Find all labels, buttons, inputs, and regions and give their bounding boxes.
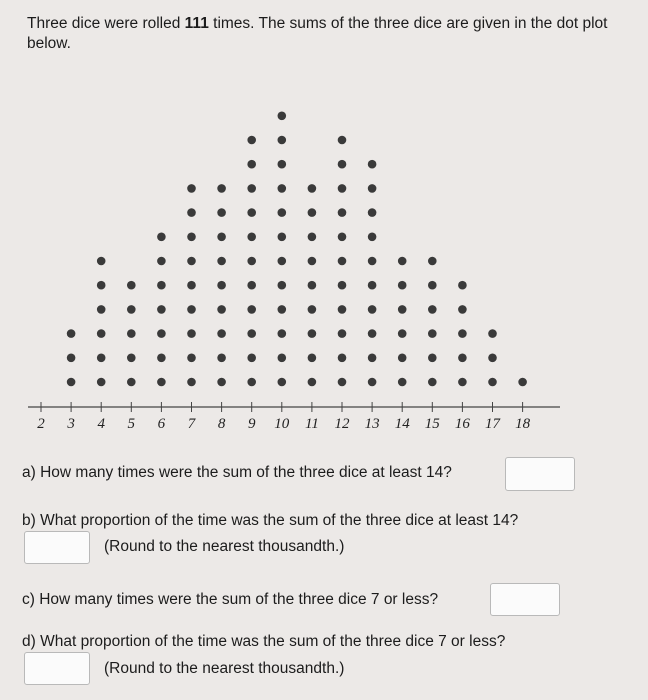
data-dot bbox=[308, 378, 317, 387]
data-dot bbox=[428, 305, 437, 314]
problem-statement bbox=[27, 14, 617, 54]
data-dot bbox=[247, 184, 256, 193]
x-tick-label: 4 bbox=[97, 416, 105, 432]
question-b-hint: (Round to the nearest thousandth.) bbox=[104, 538, 345, 555]
data-dot bbox=[368, 354, 377, 363]
data-dot bbox=[488, 329, 497, 338]
data-dot bbox=[247, 305, 256, 314]
data-dot bbox=[428, 329, 437, 338]
data-dot bbox=[217, 281, 226, 290]
data-dot bbox=[187, 281, 196, 290]
data-dot bbox=[217, 378, 226, 387]
x-tick-label: 14 bbox=[394, 416, 410, 432]
data-dot bbox=[398, 257, 407, 266]
data-dot bbox=[368, 257, 377, 266]
data-dot bbox=[247, 378, 256, 387]
data-dot bbox=[458, 354, 467, 363]
data-dot bbox=[338, 208, 347, 217]
data-dot bbox=[278, 329, 287, 338]
data-dot bbox=[398, 305, 407, 314]
data-dot bbox=[127, 281, 136, 290]
intro-text-1: Three dice were rolled bbox=[27, 15, 185, 32]
data-dot bbox=[217, 184, 226, 193]
question-c: c) How many times were the sum of the three dice 7 or less? bbox=[22, 591, 439, 608]
data-dot bbox=[338, 305, 347, 314]
data-dot bbox=[187, 329, 196, 338]
data-dot bbox=[428, 281, 437, 290]
roll-count: 111 bbox=[184, 15, 209, 32]
data-dot bbox=[278, 160, 287, 169]
data-dot bbox=[308, 184, 317, 193]
data-dot bbox=[217, 354, 226, 363]
data-dot bbox=[247, 136, 256, 145]
data-dot bbox=[157, 378, 166, 387]
data-dot bbox=[368, 281, 377, 290]
data-dot bbox=[458, 281, 467, 290]
data-dot bbox=[518, 378, 527, 387]
data-dot bbox=[67, 354, 76, 363]
data-dot bbox=[247, 281, 256, 290]
data-dot bbox=[308, 257, 317, 266]
answer-a-input[interactable] bbox=[505, 457, 575, 491]
data-dot bbox=[127, 305, 136, 314]
data-dot bbox=[338, 329, 347, 338]
data-dot bbox=[97, 378, 106, 387]
data-dot bbox=[308, 233, 317, 242]
data-dot bbox=[278, 208, 287, 217]
data-dot bbox=[278, 257, 287, 266]
data-dot bbox=[187, 233, 196, 242]
data-dot bbox=[398, 329, 407, 338]
question-d: d) What proportion of the time was the sum of the three dice 7 or less? bbox=[22, 633, 506, 650]
data-dot bbox=[308, 329, 317, 338]
data-dot bbox=[428, 257, 437, 266]
x-tick-label: 13 bbox=[364, 416, 380, 432]
data-dot bbox=[217, 257, 226, 266]
data-dot bbox=[308, 208, 317, 217]
data-dot bbox=[278, 378, 287, 387]
question-b: b) What proportion of the time was the sum of the three dice at least 14? bbox=[22, 512, 519, 529]
x-tick-label: 6 bbox=[157, 416, 166, 432]
data-dot bbox=[247, 233, 256, 242]
data-dot bbox=[157, 354, 166, 363]
data-dot bbox=[338, 378, 347, 387]
x-tick-label: 15 bbox=[424, 416, 440, 432]
data-dot bbox=[338, 233, 347, 242]
data-dot bbox=[97, 257, 106, 266]
data-dot bbox=[157, 305, 166, 314]
data-dot bbox=[278, 281, 287, 290]
data-dot bbox=[247, 354, 256, 363]
data-dot bbox=[278, 305, 287, 314]
x-tick-label: 18 bbox=[515, 416, 531, 432]
data-dot bbox=[398, 281, 407, 290]
data-dot bbox=[187, 184, 196, 193]
data-dot bbox=[217, 329, 226, 338]
x-tick-label: 5 bbox=[127, 416, 136, 432]
data-dot bbox=[308, 305, 317, 314]
data-dot bbox=[247, 160, 256, 169]
data-dot bbox=[187, 354, 196, 363]
data-dot bbox=[278, 184, 287, 193]
x-tick-label: 10 bbox=[274, 416, 290, 432]
data-dot bbox=[247, 329, 256, 338]
answer-b-input[interactable] bbox=[24, 531, 90, 564]
question-a: a) How many times were the sum of the three dice at least 14? bbox=[22, 464, 452, 481]
data-dot bbox=[278, 112, 287, 121]
data-dot bbox=[187, 208, 196, 217]
intro-text-2: times. The sums of the three dice are given in the dot plot below. bbox=[27, 15, 608, 52]
data-dot bbox=[187, 305, 196, 314]
data-dot bbox=[127, 354, 136, 363]
x-tick-label: 7 bbox=[187, 416, 196, 432]
data-dot bbox=[247, 208, 256, 217]
data-dot bbox=[368, 329, 377, 338]
data-dot bbox=[278, 136, 287, 145]
x-tick-label: 2 bbox=[37, 416, 45, 432]
data-dot bbox=[308, 281, 317, 290]
data-dot bbox=[338, 136, 347, 145]
answer-d-input[interactable] bbox=[24, 652, 90, 685]
data-dot bbox=[428, 378, 437, 387]
x-tick-label: 8 bbox=[217, 416, 226, 432]
data-dot bbox=[217, 233, 226, 242]
data-dot bbox=[368, 184, 377, 193]
data-dot bbox=[488, 378, 497, 387]
data-dot bbox=[97, 281, 106, 290]
data-dot bbox=[97, 354, 106, 363]
question-d-hint: (Round to the nearest thousandth.) bbox=[104, 660, 345, 677]
x-tick-label: 16 bbox=[454, 416, 470, 432]
data-dot bbox=[217, 208, 226, 217]
dot-plot bbox=[0, 95, 648, 445]
x-tick-label: 11 bbox=[304, 416, 319, 432]
data-dot bbox=[187, 378, 196, 387]
data-dot bbox=[368, 378, 377, 387]
data-dot bbox=[488, 354, 497, 363]
data-dot bbox=[368, 233, 377, 242]
data-dot bbox=[458, 329, 467, 338]
x-tick-label: 17 bbox=[485, 416, 500, 432]
data-dot bbox=[97, 305, 106, 314]
x-tick-label: 12 bbox=[334, 416, 350, 432]
data-dot bbox=[157, 233, 166, 242]
data-dot bbox=[338, 184, 347, 193]
data-dot bbox=[217, 305, 226, 314]
data-dot bbox=[338, 160, 347, 169]
data-dot bbox=[157, 257, 166, 266]
data-dot bbox=[338, 257, 347, 266]
data-dot bbox=[338, 281, 347, 290]
data-dot bbox=[398, 378, 407, 387]
data-dot bbox=[308, 354, 317, 363]
data-dot bbox=[428, 354, 437, 363]
data-dot bbox=[338, 354, 347, 363]
x-tick-label: 3 bbox=[67, 416, 75, 432]
answer-c-input[interactable] bbox=[490, 583, 560, 616]
x-tick-label: 9 bbox=[247, 416, 256, 432]
data-dot bbox=[127, 329, 136, 338]
data-dot bbox=[67, 329, 76, 338]
data-dot bbox=[187, 257, 196, 266]
data-dot bbox=[398, 354, 407, 363]
data-dot bbox=[157, 281, 166, 290]
data-dot bbox=[97, 329, 106, 338]
data-dot bbox=[157, 329, 166, 338]
data-dot bbox=[368, 305, 377, 314]
data-dot bbox=[127, 378, 136, 387]
data-dot bbox=[67, 378, 76, 387]
data-dot bbox=[247, 257, 256, 266]
data-dot bbox=[458, 305, 467, 314]
data-dot bbox=[278, 354, 287, 363]
data-dot bbox=[278, 233, 287, 242]
data-dot bbox=[368, 208, 377, 217]
data-dot bbox=[368, 160, 377, 169]
data-dot bbox=[458, 378, 467, 387]
